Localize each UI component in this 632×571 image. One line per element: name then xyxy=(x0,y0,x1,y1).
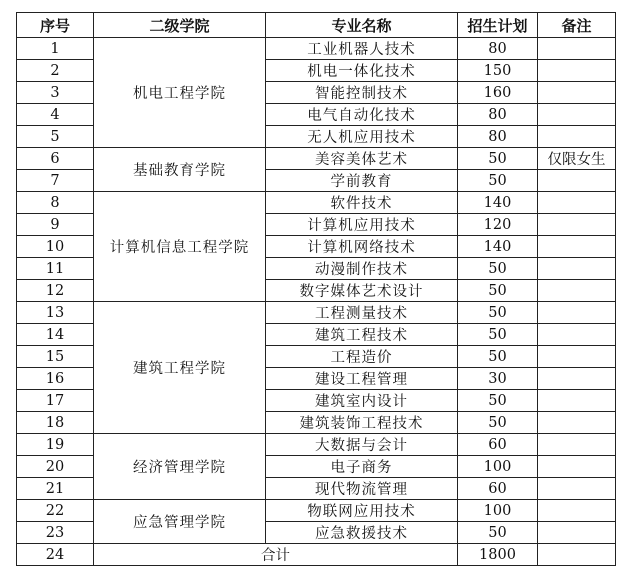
serial-number-cell: 16 xyxy=(17,368,94,390)
major-name-cell: 建筑工程技术 xyxy=(266,324,458,346)
remarks-cell xyxy=(538,192,616,214)
enrollment-plan-cell: 80 xyxy=(458,104,538,126)
major-name-cell: 工业机器人技术 xyxy=(266,38,458,60)
enrollment-plan-cell: 150 xyxy=(458,60,538,82)
enrollment-plan-cell: 80 xyxy=(458,126,538,148)
serial-number-cell: 3 xyxy=(17,82,94,104)
header-college: 二级学院 xyxy=(94,13,266,38)
serial-number-cell: 22 xyxy=(17,500,94,522)
college-cell: 基础教育学院 xyxy=(94,148,266,192)
major-name-cell: 建设工程管理 xyxy=(266,368,458,390)
serial-number-cell: 13 xyxy=(17,302,94,324)
enrollment-plan-cell: 50 xyxy=(458,280,538,302)
serial-number-cell: 8 xyxy=(17,192,94,214)
remarks-cell xyxy=(538,236,616,258)
enrollment-plan-cell: 100 xyxy=(458,456,538,478)
header-enrollment-plan: 招生计划 xyxy=(458,13,538,38)
enrollment-plan-cell: 50 xyxy=(458,324,538,346)
college-cell: 建筑工程学院 xyxy=(94,302,266,434)
serial-number-cell: 9 xyxy=(17,214,94,236)
major-name-cell: 计算机网络技术 xyxy=(266,236,458,258)
remarks-cell: 仅限女生 xyxy=(538,148,616,170)
major-name-cell: 美容美体艺术 xyxy=(266,148,458,170)
college-cell: 经济管理学院 xyxy=(94,434,266,500)
serial-number-cell: 10 xyxy=(17,236,94,258)
remarks-cell xyxy=(538,390,616,412)
enrollment-plan-cell: 140 xyxy=(458,236,538,258)
major-name-cell: 现代物流管理 xyxy=(266,478,458,500)
serial-number-cell: 6 xyxy=(17,148,94,170)
major-name-cell: 应急救援技术 xyxy=(266,522,458,544)
enrollment-plan-cell: 50 xyxy=(458,390,538,412)
remarks-cell xyxy=(538,258,616,280)
enrollment-plan-cell: 50 xyxy=(458,302,538,324)
serial-number-cell: 12 xyxy=(17,280,94,302)
remarks-cell xyxy=(538,280,616,302)
major-name-cell: 大数据与会计 xyxy=(266,434,458,456)
serial-number-cell: 23 xyxy=(17,522,94,544)
table-row xyxy=(17,148,616,170)
table-row xyxy=(17,192,616,214)
serial-number-cell: 20 xyxy=(17,456,94,478)
remarks-cell xyxy=(538,60,616,82)
enrollment-plan-cell: 50 xyxy=(458,346,538,368)
major-name-cell: 动漫制作技术 xyxy=(266,258,458,280)
major-name-cell: 电气自动化技术 xyxy=(266,104,458,126)
enrollment-plan-table xyxy=(16,12,616,566)
remarks-cell xyxy=(538,434,616,456)
enrollment-plan-cell: 60 xyxy=(458,434,538,456)
enrollment-plan-cell: 50 xyxy=(458,522,538,544)
college-cell: 机电工程学院 xyxy=(94,38,266,148)
table-row xyxy=(17,500,616,522)
major-name-cell: 机电一体化技术 xyxy=(266,60,458,82)
table-row xyxy=(17,302,616,324)
serial-number-cell: 4 xyxy=(17,104,94,126)
remarks-cell xyxy=(538,38,616,60)
remarks-cell xyxy=(538,522,616,544)
college-cell: 计算机信息工程学院 xyxy=(94,192,266,302)
major-name-cell: 工程造价 xyxy=(266,346,458,368)
enrollment-plan-cell: 160 xyxy=(458,82,538,104)
major-name-cell: 建筑装饰工程技术 xyxy=(266,412,458,434)
remarks-cell xyxy=(538,82,616,104)
remarks-cell xyxy=(538,302,616,324)
remarks-cell xyxy=(538,126,616,148)
remarks-cell xyxy=(538,456,616,478)
major-name-cell: 电子商务 xyxy=(266,456,458,478)
table-row xyxy=(17,38,616,60)
total-row xyxy=(17,544,616,566)
remarks-cell xyxy=(538,478,616,500)
college-cell: 应急管理学院 xyxy=(94,500,266,544)
remarks-cell xyxy=(538,368,616,390)
remarks-cell xyxy=(538,214,616,236)
serial-number-cell: 1 xyxy=(17,38,94,60)
enrollment-plan-cell: 60 xyxy=(458,478,538,500)
header-remarks: 备注 xyxy=(538,13,616,38)
major-name-cell: 无人机应用技术 xyxy=(266,126,458,148)
major-name-cell: 智能控制技术 xyxy=(266,82,458,104)
header-serial-number: 序号 xyxy=(17,13,94,38)
serial-number-cell: 14 xyxy=(17,324,94,346)
serial-number-cell: 2 xyxy=(17,60,94,82)
header-major-name: 专业名称 xyxy=(266,13,458,38)
major-name-cell: 计算机应用技术 xyxy=(266,214,458,236)
serial-number-cell: 11 xyxy=(17,258,94,280)
remarks-cell xyxy=(538,412,616,434)
total-label-cell: 合计 xyxy=(94,544,458,566)
serial-number-cell: 18 xyxy=(17,412,94,434)
remarks-cell xyxy=(538,346,616,368)
serial-number-cell: 19 xyxy=(17,434,94,456)
table-row xyxy=(17,434,616,456)
enrollment-plan-cell: 140 xyxy=(458,192,538,214)
enrollment-plan-cell: 120 xyxy=(458,214,538,236)
serial-number-cell: 7 xyxy=(17,170,94,192)
major-name-cell: 数字媒体艺术设计 xyxy=(266,280,458,302)
remarks-cell xyxy=(538,170,616,192)
enrollment-plan-cell: 100 xyxy=(458,500,538,522)
major-name-cell: 学前教育 xyxy=(266,170,458,192)
remarks-cell xyxy=(538,104,616,126)
remarks-cell xyxy=(538,324,616,346)
serial-number-cell: 5 xyxy=(17,126,94,148)
total-remarks-cell xyxy=(538,544,616,566)
enrollment-plan-cell: 50 xyxy=(458,148,538,170)
total-plan-cell: 1800 xyxy=(458,544,538,566)
table-header-row xyxy=(17,13,616,38)
major-name-cell: 物联网应用技术 xyxy=(266,500,458,522)
major-name-cell: 工程测量技术 xyxy=(266,302,458,324)
enrollment-plan-cell: 50 xyxy=(458,258,538,280)
serial-number-cell: 17 xyxy=(17,390,94,412)
remarks-cell xyxy=(538,500,616,522)
serial-number-cell: 21 xyxy=(17,478,94,500)
enrollment-plan-cell: 30 xyxy=(458,368,538,390)
enrollment-plan-cell: 50 xyxy=(458,170,538,192)
enrollment-plan-cell: 50 xyxy=(458,412,538,434)
total-serial-number-cell: 24 xyxy=(17,544,94,566)
major-name-cell: 建筑室内设计 xyxy=(266,390,458,412)
serial-number-cell: 15 xyxy=(17,346,94,368)
enrollment-plan-cell: 80 xyxy=(458,38,538,60)
major-name-cell: 软件技术 xyxy=(266,192,458,214)
table-body xyxy=(17,38,616,566)
enrollment-plan-table-container xyxy=(16,12,616,566)
